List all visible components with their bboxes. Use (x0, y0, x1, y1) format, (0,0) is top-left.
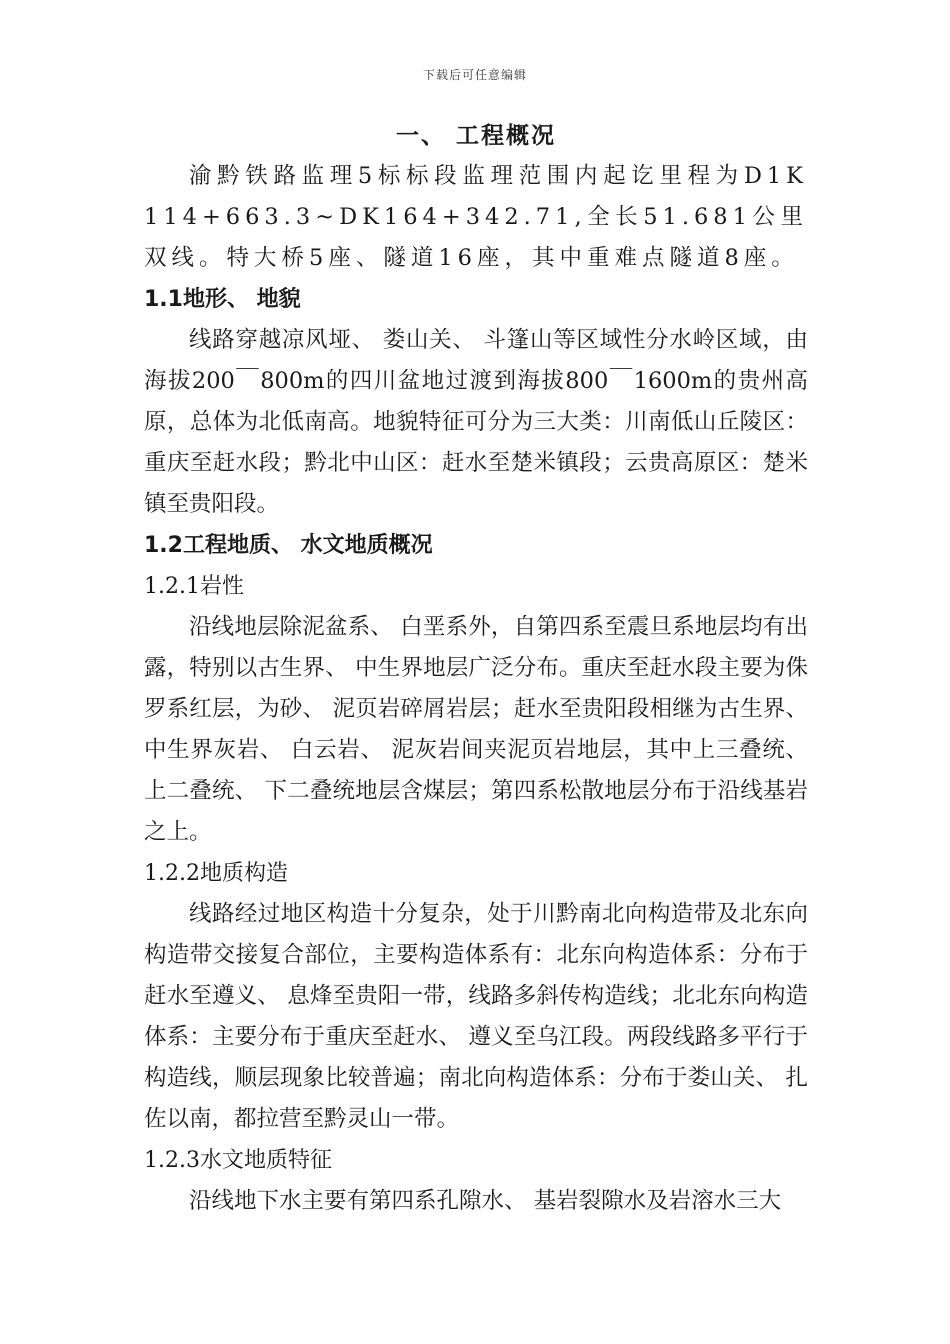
section-title: 一、 工程概况 (395, 123, 556, 149)
section-heading-1-2: 1.2工程地质、 水文地质概况 (144, 533, 433, 558)
subsection-heading-1-2-1: 1.2.1岩性 (144, 574, 244, 599)
subsection-heading-1-2-2: 1.2.2地质构造 (144, 861, 288, 886)
paragraph-1-2-3: 沿线地下水主要有第四系孔隙水、 基岩裂隙水及岩溶水三大 (189, 1188, 782, 1214)
document-body (144, 116, 808, 1222)
paragraph-1-2-1: 沿线地层除泥盆系、 白垩系外，自第四系至震旦系地层均有出露，特别以古生界、 中生界地层广泛分布。重庆至赶水段主要为侏罗系红层，为砂、 泥页岩碎屑岩层；赶水至贵阳段相继为古生界、 中生界灰岩、 白云岩、 泥灰岩间夹泥页岩地层，其中上三叠统、 上二叠统、 下二叠统地层含煤层；第四系松散地层分布于沿线基岩之上。 (144, 614, 808, 845)
paragraph-1-2-2: 线路经过地区构造十分复杂，处于川黔南北向构造带及北东向构造带交接复合部位，主要构造体系有：北东向构造体系：分布于赶水至遵义、 息烽至贵阳一带，线路多斜传构造线；北北东向构造体系：主要分布于重庆至赶水、 遵义至乌江段。两段线路多平行于构造线，顺层现象比较普遍；南北向构造体系：分布于娄山关、 扎佐以南，都拉营至黔灵山一带。 (144, 901, 808, 1132)
paragraph-1-1: 线路穿越凉风垭、 娄山关、 斗篷山等区域性分水岭区域，由海拔200￣800m的四川盆地过渡到海拔800￣1600m的贵州高原，总体为北低南高。地貌特征可分为三大类：川南低山丘陵区：重庆至赶水段；黔北中山区：赶水至楚米镇段；云贵高原区：楚米镇至贵阳段。 (144, 327, 808, 517)
intro-paragraph: 渝黔铁路监理5标标段监理范围内起讫里程为D1K114+663.3~DK164+342.71,全长51.681公里双线。特大桥5座、隧道16座，其中重难点隧道8座。 (144, 163, 808, 271)
section-heading-1-1: 1.1地形、 地貌 (144, 287, 301, 312)
subsection-heading-1-2-3: 1.2.3水文地质特征 (144, 1148, 332, 1173)
header-note: 下载后可任意编辑 (422, 68, 527, 82)
